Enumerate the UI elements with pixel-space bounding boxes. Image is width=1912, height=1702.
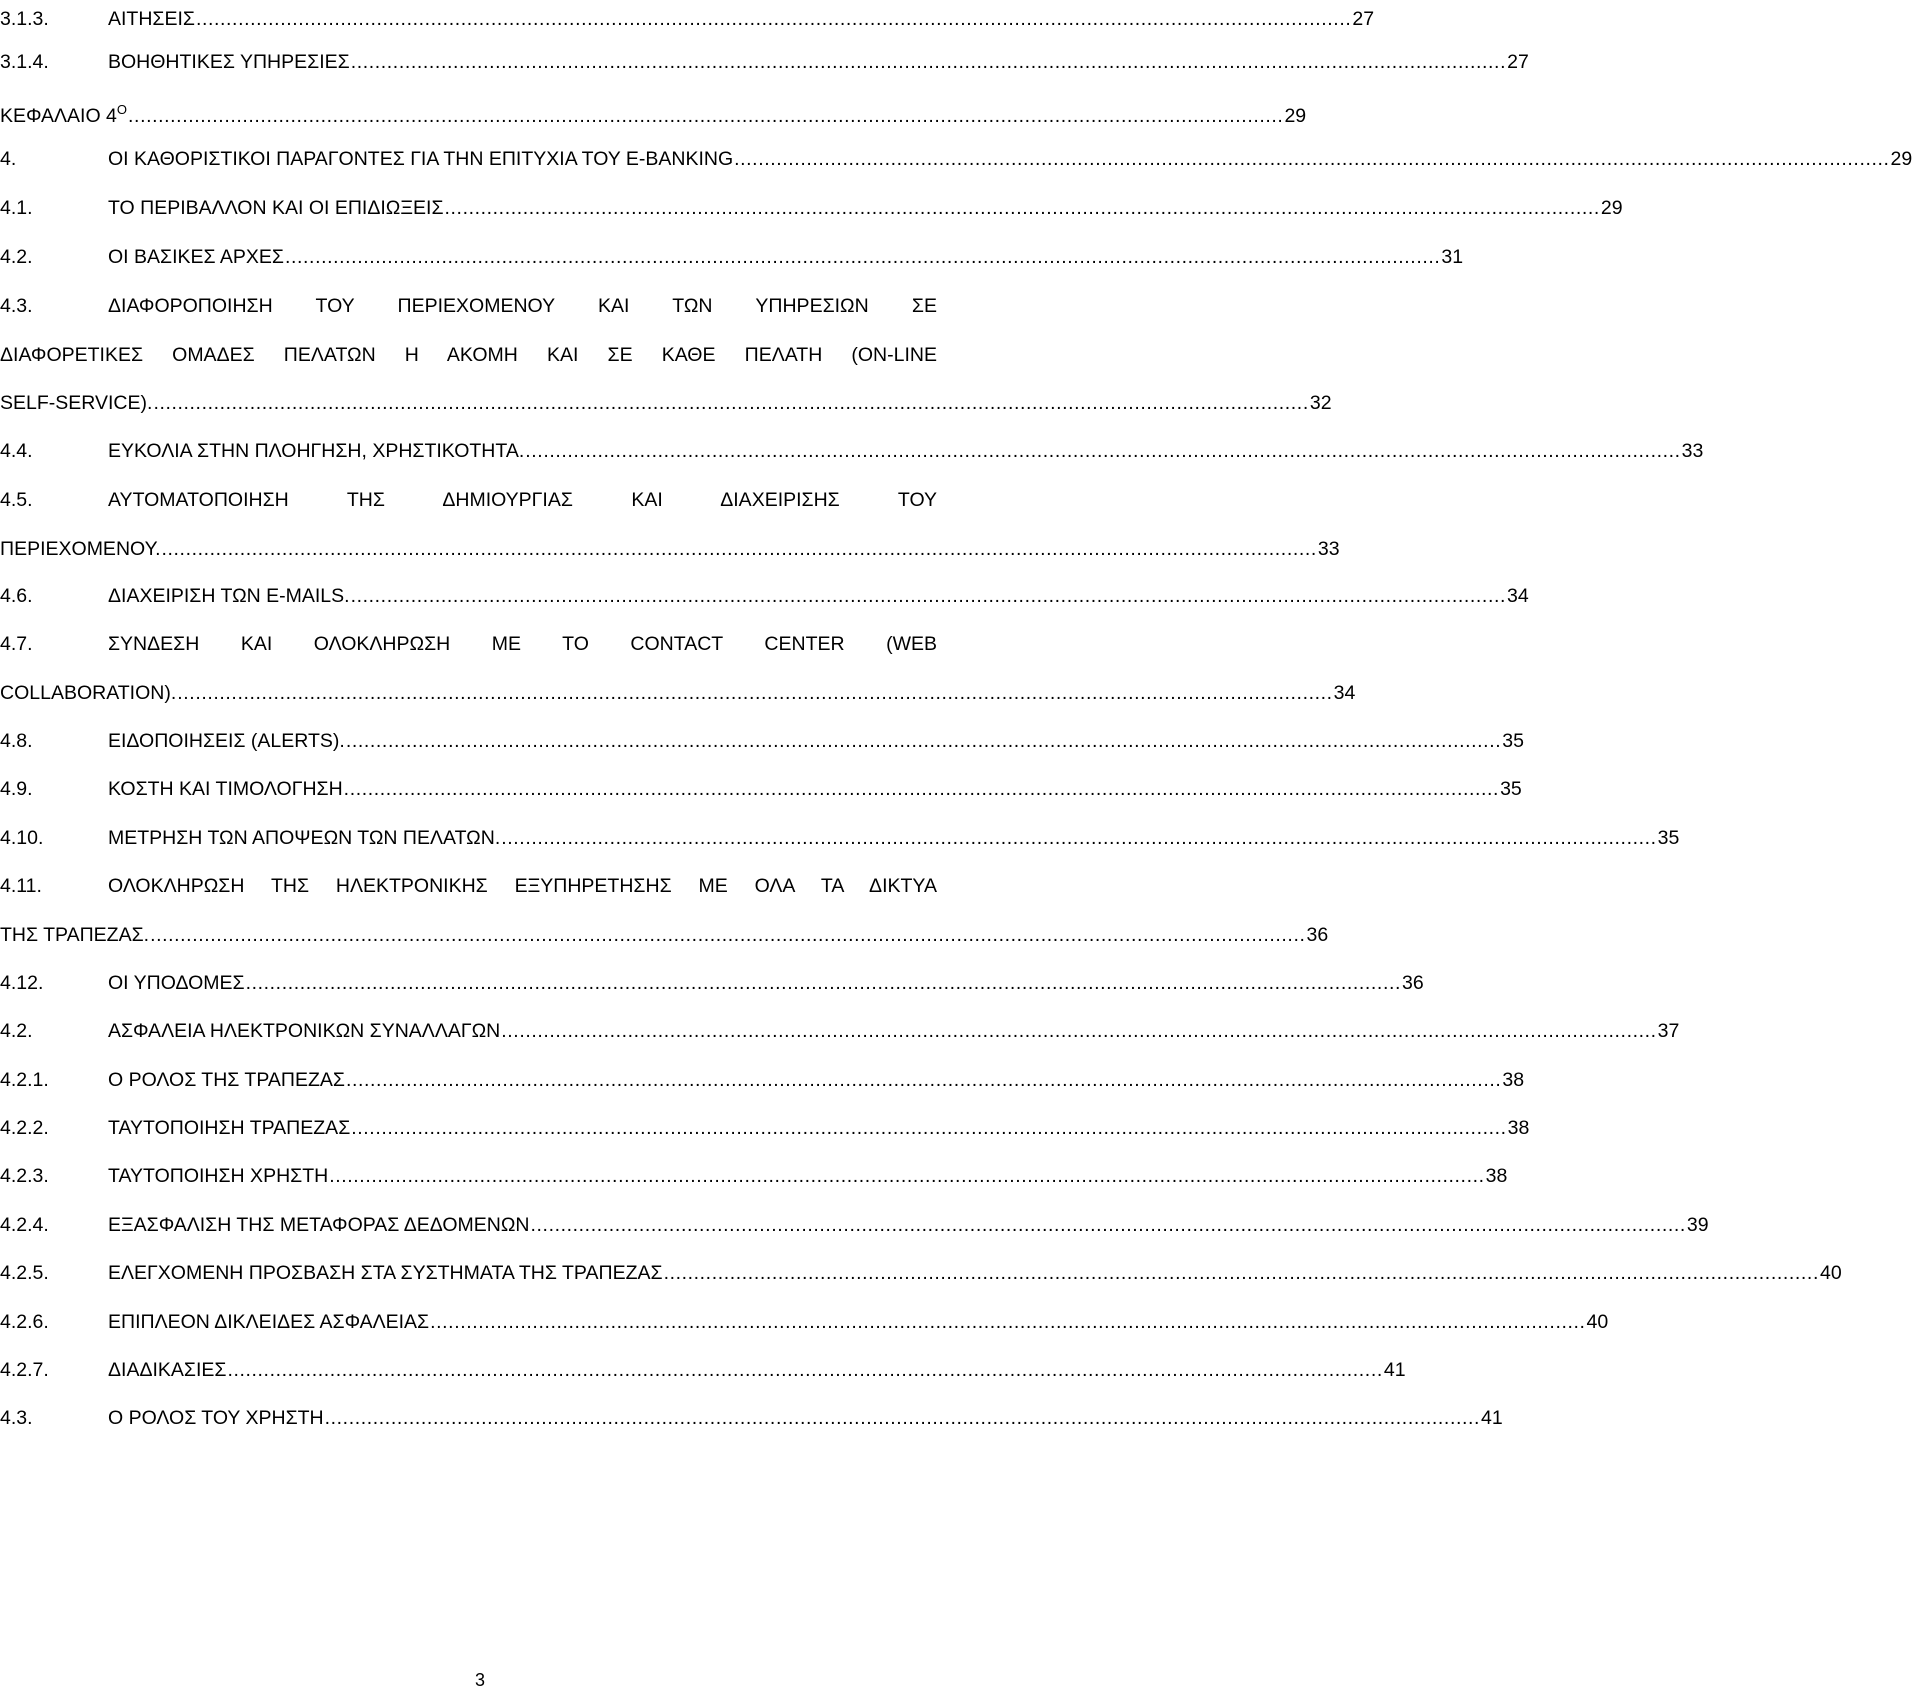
- dot-leader: ................................................................................................................................................................................................: [284, 246, 1441, 268]
- entry-title-line-2: ΠΕΡΙΕΧΟΜΕΝΟΥ.: [0, 538, 161, 560]
- entry-number: 3.1.3.: [0, 8, 49, 30]
- entry-number: 4.10.: [0, 827, 44, 849]
- entry-number: 4.2.1.: [0, 1069, 49, 1091]
- entry-title: Ο ΡΟΛΟΣ ΤΗΣ ΤΡΑΠΕΖΑΣ: [108, 1069, 345, 1091]
- entry-title: ΕΛΕΓΧΟΜΕΝΗ ΠΡΟΣΒΑΣΗ ΣΤΑ ΣΥΣΤΗΜΑΤΑ ΤΗΣ ΤΡΑΠΕΖΑΣ: [108, 1262, 663, 1284]
- entry-page: 36: [1306, 924, 1329, 946]
- entry-page: 27: [1352, 8, 1375, 30]
- entry-page: 38: [1507, 1117, 1530, 1139]
- entry-number: 4.2.5.: [0, 1262, 49, 1284]
- entry-number: 4.2.7.: [0, 1359, 49, 1381]
- dot-leader: ................................................................................................................................................................................................: [161, 538, 1317, 560]
- entry-title-line-1: ΔΙΑΦΟΡΟΠΟΙΗΣΗ ΤΟΥ ΠΕΡΙΕΧΟΜΕΝΟΥ ΚΑΙ ΤΩΝ ΥΠΗΡΕΣΙΩΝ ΣΕ: [108, 295, 937, 317]
- entry-page: 36: [1402, 972, 1424, 994]
- dot-leader: ................................................................................................................................................................................................: [245, 972, 1401, 994]
- entry-page: 34: [1507, 585, 1529, 607]
- entry-page: 29: [1600, 197, 1623, 219]
- entry-title: ΜΕΤΡΗΣΗ ΤΩΝ ΑΠΟΨΕΩΝ ΤΩΝ ΠΕΛΑΤΩΝ.: [108, 827, 501, 849]
- dot-leader: ................................................................................................................................................................................................: [734, 148, 1890, 170]
- entry-page: 29: [1284, 105, 1307, 127]
- entry-number: 4.12.: [0, 972, 44, 994]
- entry-page: 27: [1507, 51, 1529, 73]
- entry-number: 4.2.4.: [0, 1214, 49, 1236]
- entry-page: 32: [1309, 392, 1332, 414]
- entry-title: Ο ΡΟΛΟΣ ΤΟΥ ΧΡΗΣΤΗ: [108, 1407, 324, 1429]
- entry-page: 40: [1586, 1311, 1609, 1333]
- entry-number: 4.3.: [0, 1407, 33, 1429]
- entry-title: ΟΙ ΥΠΟΔΟΜΕΣ: [108, 972, 245, 994]
- entry-title: ΕΠΙΠΛΕΟΝ ΔΙΚΛΕΙΔΕΣ ΑΣΦΑΛΕΙΑΣ: [108, 1311, 430, 1333]
- entry-title: ΑΙΤΗΣΕΙΣ: [108, 8, 195, 30]
- entry-title: ΕΥΚΟΛΙΑ ΣΤΗΝ ΠΛΟΗΓΗΣΗ, ΧΡΗΣΤΙΚΟΤΗΤΑ.: [108, 440, 525, 462]
- dot-leader: ................................................................................................................................................................................................: [350, 51, 1507, 73]
- dot-leader: ................................................................................................................................................................................................: [150, 924, 1306, 946]
- dot-leader: ................................................................................................................................................................................................: [345, 1069, 1502, 1091]
- entry-page: 38: [1502, 1069, 1525, 1091]
- page-number: 3: [474, 1670, 485, 1690]
- entry-number: 4.7.: [0, 633, 33, 655]
- entry-number: 4.8.: [0, 730, 33, 752]
- entry-number: 4.2.: [0, 246, 33, 268]
- dot-leader: ................................................................................................................................................................................................: [227, 1359, 1383, 1381]
- entry-number: 4.: [0, 148, 17, 170]
- dot-leader: ................................................................................................................................................................................................: [351, 1117, 1507, 1139]
- dot-leader: ................................................................................................................................................................................................: [525, 440, 1681, 462]
- entry-page: 35: [1502, 730, 1524, 752]
- entry-number: 4.3.: [0, 295, 33, 317]
- dot-leader: ................................................................................................................................................................................................: [324, 1407, 1481, 1429]
- entry-title-line-2: ΤΗΣ ΤΡΑΠΕΖΑΣ.: [0, 924, 150, 946]
- dot-leader: ................................................................................................................................................................................................: [430, 1311, 1586, 1333]
- chapter-title: ΚΕΦΑΛΑΙΟ 4: [0, 105, 117, 127]
- entry-page: 35: [1657, 827, 1680, 849]
- entry-page: 29: [1890, 148, 1912, 170]
- entry-page: 41: [1481, 1407, 1503, 1429]
- entry-number: 4.5.: [0, 489, 33, 511]
- entry-number: 4.1.: [0, 197, 33, 219]
- entry-title: ΔΙΑΔΙΚΑΣΙΕΣ: [108, 1359, 227, 1381]
- dot-leader: ................................................................................................................................................................................................: [444, 197, 1600, 219]
- entry-title: ΟΙ ΚΑΘΟΡΙΣΤΙΚΟΙ ΠΑΡΑΓΟΝΤΕΣ ΓΙΑ ΤΗΝ ΕΠΙΤΥΧΙΑ ΤΟΥ E-BANKING: [108, 148, 734, 170]
- dot-leader: ................................................................................................................................................................................................: [501, 1020, 1657, 1042]
- entry-title-line-2: ΔΙΑΦΟΡΕΤΙΚΕΣ ΟΜΑΔΕΣ ΠΕΛΑΤΩΝ Η ΑΚΟΜΗ ΚΑΙ ΣΕ ΚΑΘΕ ΠΕΛΑΤΗ (ON-LINE: [0, 344, 937, 366]
- dot-leader: ................................................................................................................................................................................................: [663, 1262, 1819, 1284]
- entry-page: 31: [1441, 246, 1464, 268]
- entry-title: ΑΣΦΑΛΕΙΑ ΗΛΕΚΤΡΟΝΙΚΩΝ ΣΥΝΑΛΛΑΓΩΝ: [108, 1020, 501, 1042]
- entry-title: ΔΙΑΧΕΙΡΙΣΗ ΤΩΝ E-MAILS.: [108, 585, 350, 607]
- dot-leader: ................................................................................................................................................................................................: [345, 730, 1502, 752]
- entry-title: ΤΑΥΤΟΠΟΙΗΣΗ ΤΡΑΠΕΖΑΣ: [108, 1117, 351, 1139]
- entry-title-line-2: COLLABORATION).: [0, 682, 177, 704]
- entry-title-line-1: ΣΥΝΔΕΣΗ ΚΑΙ ΟΛΟΚΛΗΡΩΣΗ ΜΕ ΤΟ CONTACT CENTER (WEB: [108, 633, 937, 655]
- entry-number: 4.2.3.: [0, 1165, 49, 1187]
- entry-page: 39: [1686, 1214, 1709, 1236]
- entry-title: ΤΟ ΠΕΡΙΒΑΛΛΟΝ ΚΑΙ ΟΙ ΕΠΙΔΙΩΞΕΙΣ: [108, 197, 444, 219]
- dot-leader: ................................................................................................................................................................................................: [343, 778, 1500, 800]
- entry-page: 37: [1657, 1020, 1680, 1042]
- entry-page: 41: [1383, 1359, 1406, 1381]
- entry-number: 4.2.2.: [0, 1117, 49, 1139]
- entry-page: 35: [1500, 778, 1522, 800]
- entry-title: ΕΙΔΟΠΟΙΗΣΕΙΣ (ALERTS).: [108, 730, 345, 752]
- entry-number: 4.6.: [0, 585, 33, 607]
- dot-leader: ................................................................................................................................................................................................: [153, 392, 1309, 414]
- entry-page: 33: [1317, 538, 1340, 560]
- dot-leader: ................................................................................................................................................................................................: [350, 585, 1506, 607]
- entry-number: 4.2.: [0, 1020, 33, 1042]
- entry-page: 34: [1333, 682, 1356, 704]
- dot-leader: ................................................................................................................................................................................................: [501, 827, 1657, 849]
- dot-leader: ................................................................................................................................................................................................: [177, 682, 1333, 704]
- entry-title-line-3: SELF-SERVICE).: [0, 392, 153, 414]
- entry-title: ΒΟΗΘΗΤΙΚΕΣ ΥΠΗΡΕΣΙΕΣ: [108, 51, 350, 73]
- dot-leader: ................................................................................................................................................................................................: [530, 1214, 1686, 1236]
- entry-title: ΚΟΣΤΗ ΚΑΙ ΤΙΜΟΛΟΓΗΣΗ: [108, 778, 343, 800]
- dot-leader: ................................................................................................................................................................................................: [195, 8, 1352, 30]
- entry-title-line-1: ΑΥΤΟΜΑΤΟΠΟΙΗΣΗ ΤΗΣ ΔΗΜΙΟΥΡΓΙΑΣ ΚΑΙ ΔΙΑΧΕΙΡΙΣΗΣ ΤΟΥ: [108, 489, 937, 511]
- entry-number: 4.4.: [0, 440, 33, 462]
- entry-title: ΤΑΥΤΟΠΟΙΗΣΗ ΧΡΗΣΤΗ: [108, 1165, 329, 1187]
- entry-number: 4.9.: [0, 778, 33, 800]
- entry-title-line-1: ΟΛΟΚΛΗΡΩΣΗ ΤΗΣ ΗΛΕΚΤΡΟΝΙΚΗΣ ΕΞΥΠΗΡΕΤΗΣΗΣ ΜΕ ΟΛΑ ΤΑ ΔΙΚΤΥΑ: [108, 875, 937, 897]
- entry-page: 38: [1485, 1165, 1508, 1187]
- entry-number: 4.11.: [0, 875, 42, 897]
- entry-number: 4.2.6.: [0, 1311, 49, 1333]
- entry-page: 40: [1819, 1262, 1842, 1284]
- entry-title: ΟΙ ΒΑΣΙΚΕΣ ΑΡΧΕΣ: [108, 246, 284, 268]
- dot-leader: ................................................................................................................................................................................................: [329, 1165, 1485, 1187]
- entry-title: ΕΞΑΣΦΑΛΙΣΗ ΤΗΣ ΜΕΤΑΦΟΡΑΣ ΔΕΔΟΜΕΝΩΝ: [108, 1214, 530, 1236]
- entry-page: 33: [1681, 440, 1704, 462]
- chapter-superscript: Ο: [116, 102, 128, 117]
- dot-leader: ................................................................................................................................................................................................: [128, 105, 1284, 127]
- entry-number: 3.1.4.: [0, 51, 49, 73]
